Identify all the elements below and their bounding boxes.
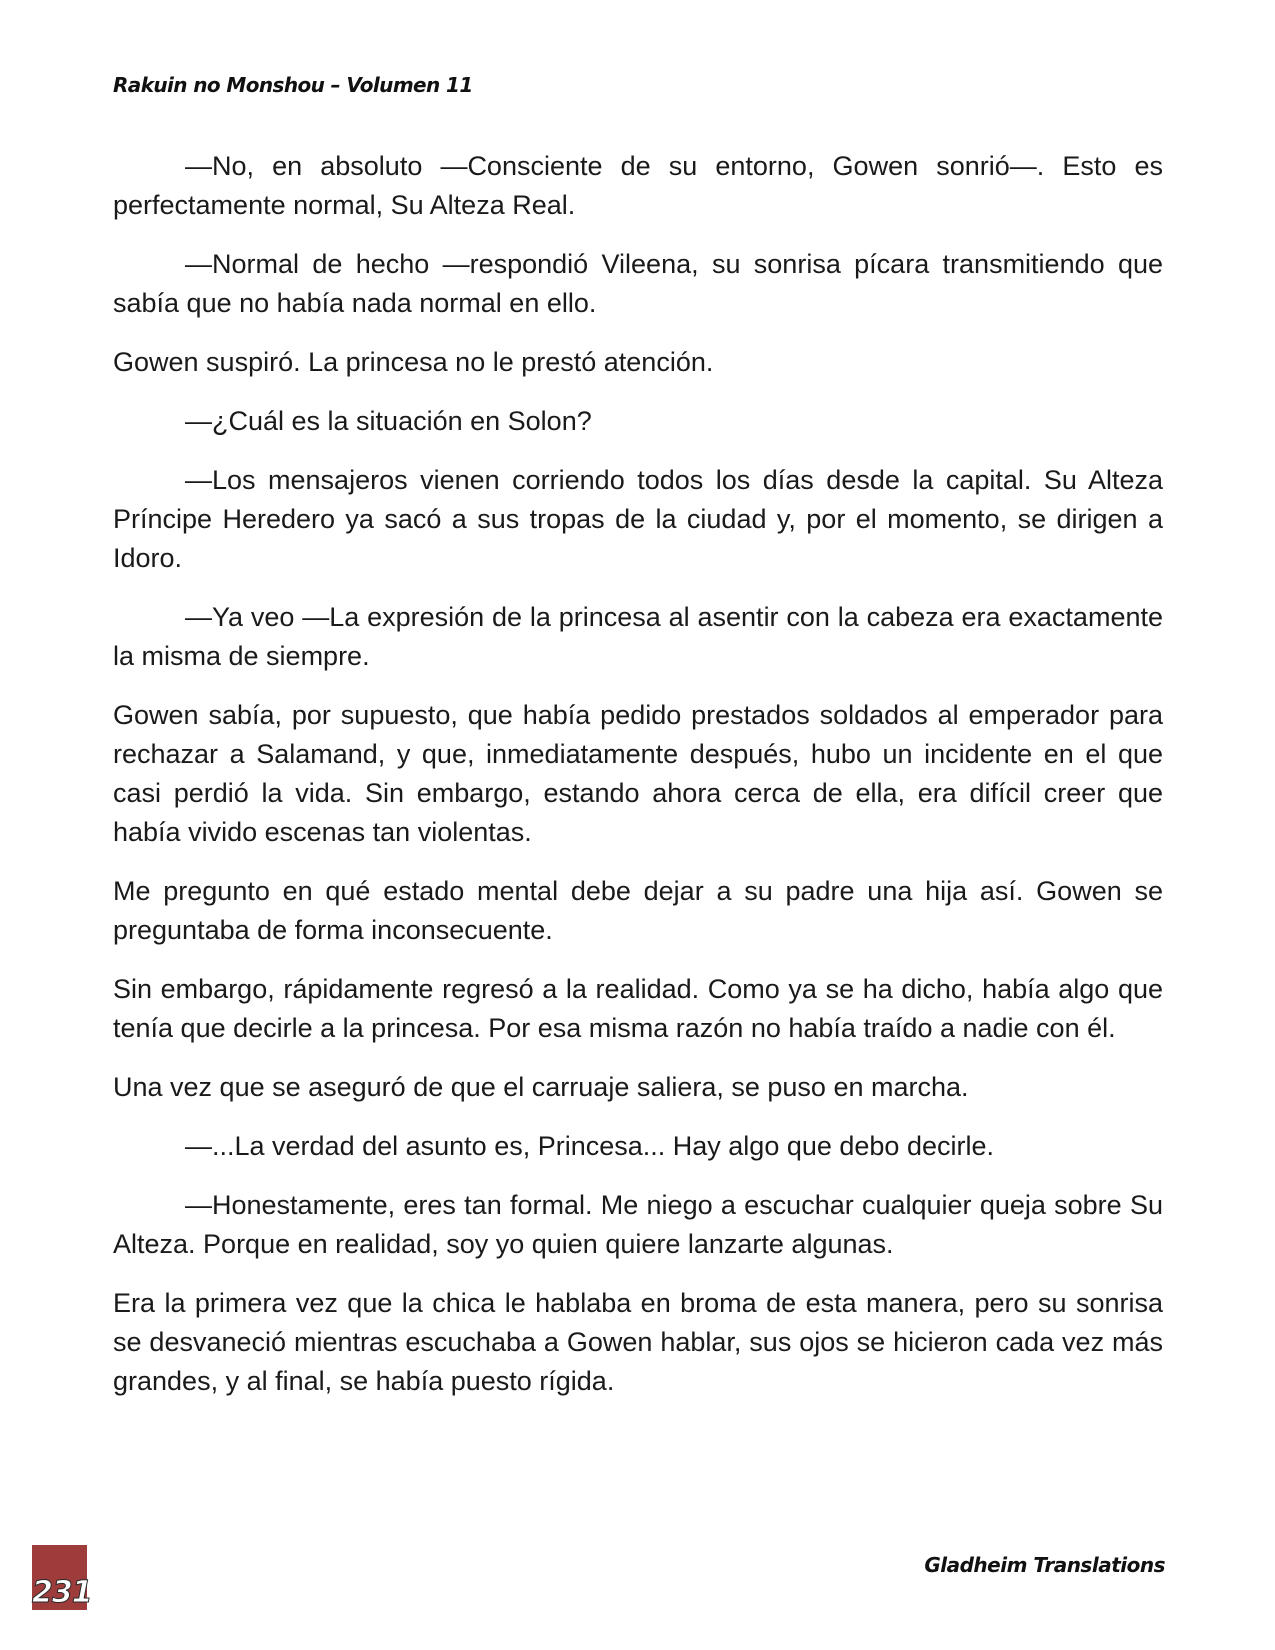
paragraph-3: Gowen suspiró. La princesa no le prestó atención. — [113, 347, 714, 377]
paragraph-9: Sin embargo, rápidamente regresó a la realidad. Como ya se ha dicho, había algo que tenía que decirle a la princesa. Por esa misma razón no había traído a nadie con él. — [113, 974, 1163, 1043]
paragraph-11: —...La verdad del asunto es, Princesa... Hay algo que debo decirle. — [185, 1131, 994, 1161]
running-header: Rakuin no Monshou – Volumen 11 — [113, 73, 473, 97]
footer-credit: Gladheim Translations — [924, 1553, 1165, 1577]
paragraph-7: Gowen sabía, por supuesto, que había pedido prestados soldados al emperador para rechazar a Salamand, y que, inmediatamente después, hubo un incidente en el que casi perdió la vida. Sin embargo, estando ahora cerca de ella, era difícil creer que había vivido escenas tan violentas. — [113, 700, 1163, 847]
paragraph-8: Me pregunto en qué estado mental debe dejar a su padre una hija así. Gowen se preguntaba de forma inconsecuente. — [113, 876, 1163, 945]
body-text — [113, 147, 1163, 1421]
page-number: 231 — [32, 1575, 92, 1610]
paragraph-2: —Normal de hecho —respondió Vileena, su sonrisa pícara transmitiendo que sabía que no había nada normal en ello. — [113, 249, 1163, 318]
paragraph-6: —Ya veo —La expresión de la princesa al asentir con la cabeza era exactamente la misma de siempre. — [113, 602, 1163, 671]
paragraph-10: Una vez que se aseguró de que el carruaje saliera, se puso en marcha. — [113, 1072, 969, 1102]
paragraph-13: Era la primera vez que la chica le hablaba en broma de esta manera, pero su sonrisa se desvaneció mientras escuchaba a Gowen hablar, sus ojos se hicieron cada vez más grandes, y al final, se había puesto rígida. — [113, 1288, 1163, 1396]
paragraph-5: —Los mensajeros vienen corriendo todos los días desde la capital. Su Alteza Príncipe Heredero ya sacó a sus tropas de la ciudad y, por el momento, se dirigen a Idoro. — [113, 465, 1163, 573]
paragraph-12: —Honestamente, eres tan formal. Me niego a escuchar cualquier queja sobre Su Alteza. Porque en realidad, soy yo quien quiere lanzarte algunas. — [113, 1190, 1163, 1259]
paragraph-4: —¿Cuál es la situación en Solon? — [185, 406, 592, 436]
paragraph-1: —No, en absoluto —Consciente de su entorno, Gowen sonrió—. Esto es perfectamente normal, Su Alteza Real. — [113, 151, 1163, 220]
